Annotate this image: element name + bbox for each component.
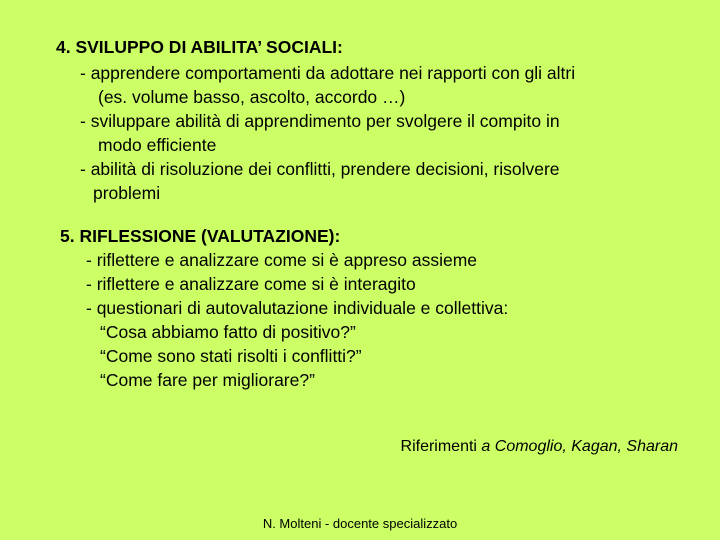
references-prefix: Riferimenti bbox=[400, 438, 482, 455]
section-5-line: - riflettere e analizzare come si è interagito bbox=[86, 274, 416, 294]
footer-author: N. Molteni - docente specializzato bbox=[262, 516, 458, 531]
references-authors: a Comoglio, Kagan, Sharan bbox=[481, 438, 678, 455]
section-4-heading: 4. SVILUPPO DI ABILITA’ SOCIALI: bbox=[56, 37, 343, 57]
section-4-line: (es. volume basso, ascolto, accordo …) bbox=[98, 87, 406, 107]
section-4-line: modo efficiente bbox=[98, 135, 217, 155]
references bbox=[401, 438, 678, 456]
section-5-line: - questionari di autovalutazione individuale e collettiva: bbox=[86, 298, 509, 318]
section-5-question: “Come fare per migliorare?” bbox=[100, 370, 315, 390]
section-4-line: - abilità di risoluzione dei conflitti, prendere decisioni, risolvere bbox=[80, 159, 560, 179]
section-5-line: - riflettere e analizzare come si è appreso assieme bbox=[86, 250, 478, 270]
section-5-question: “Cosa abbiamo fatto di positivo?” bbox=[100, 322, 356, 342]
section-5-heading: 5. RIFLESSIONE (VALUTAZIONE): bbox=[60, 226, 341, 246]
section-4-line: - apprendere comportamenti da adottare nei rapporti con gli altri bbox=[80, 63, 576, 83]
section-5-question: “Come sono stati risolti i conflitti?” bbox=[100, 346, 362, 366]
section-4-line: - sviluppare abilità di apprendimento per svolgere il compito in bbox=[80, 111, 560, 131]
section-4-line: problemi bbox=[93, 183, 161, 203]
